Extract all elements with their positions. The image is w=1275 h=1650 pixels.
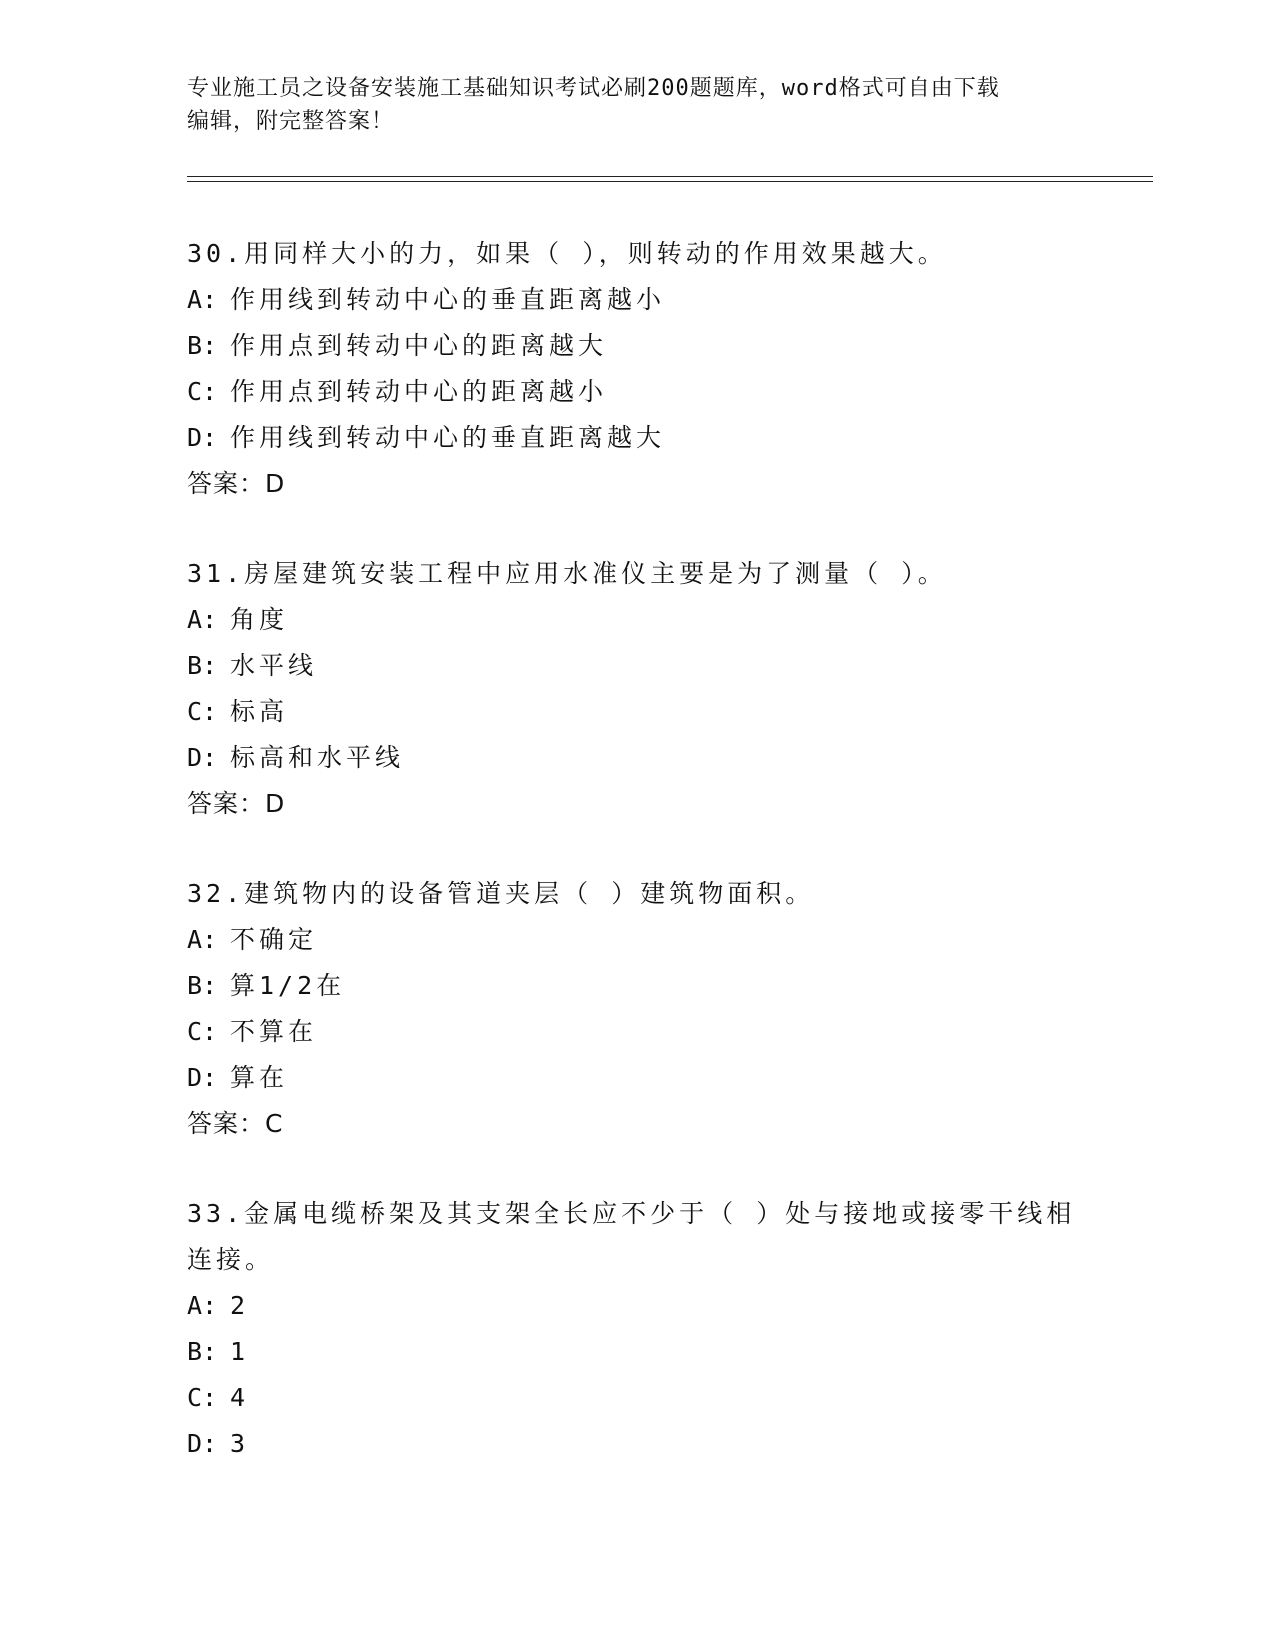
question-stem: 30.用同样大小的力，如果（ ），则转动的作用效果越大。 <box>187 239 947 268</box>
document-header <box>187 72 1087 138</box>
question-33 <box>187 1191 1087 1467</box>
option-text: 作用点到转动中心的距离越小 <box>230 377 608 406</box>
option-key: C: <box>187 1017 218 1046</box>
option-c <box>187 689 1087 735</box>
question-stem: 32.建筑物内的设备管道夹层（ ）建筑物面积。 <box>187 879 815 908</box>
option-text: 标高和水平线 <box>230 743 405 772</box>
option-c <box>187 1009 1087 1055</box>
option-text: 3 <box>230 1429 250 1458</box>
option-b <box>187 643 1087 689</box>
option-text: 4 <box>230 1383 250 1412</box>
option-key: A: <box>187 1291 218 1320</box>
option-text: 算在 <box>230 1063 289 1092</box>
option-a <box>187 277 1087 323</box>
option-key: D: <box>187 1429 218 1458</box>
option-d <box>187 415 1087 461</box>
option-key: A: <box>187 605 218 634</box>
option-text: 标高 <box>230 697 289 726</box>
option-text: 作用线到转动中心的垂直距离越小 <box>230 285 666 314</box>
option-key: C: <box>187 1383 218 1412</box>
option-a <box>187 917 1087 963</box>
option-key: C: <box>187 377 218 406</box>
option-key: A: <box>187 285 218 314</box>
option-text: 不算在 <box>230 1017 318 1046</box>
header-line-1: 专业施工员之设备安装施工基础知识考试必刷200题题库，word格式可自由下载 <box>187 76 1000 101</box>
option-text: 作用点到转动中心的距离越大 <box>230 331 608 360</box>
question-stem: 33.金属电缆桥架及其支架全长应不少于（ ）处与接地或接零干线相连接。 <box>187 1199 1076 1274</box>
option-d <box>187 735 1087 781</box>
option-key: A: <box>187 925 218 954</box>
option-a <box>187 1283 1087 1329</box>
option-b <box>187 963 1087 1009</box>
option-key: B: <box>187 1337 218 1366</box>
option-b <box>187 323 1087 369</box>
option-key: D: <box>187 743 218 772</box>
option-b <box>187 1329 1087 1375</box>
header-rule-top <box>187 176 1153 177</box>
question-30 <box>187 231 1087 507</box>
option-key: B: <box>187 971 218 1000</box>
option-key: C: <box>187 697 218 726</box>
option-text: 水平线 <box>230 651 318 680</box>
option-c <box>187 1375 1087 1421</box>
question-32 <box>187 871 1087 1147</box>
question-31 <box>187 551 1087 827</box>
option-key: B: <box>187 331 218 360</box>
option-key: D: <box>187 1063 218 1092</box>
answer: 答案：D <box>187 789 286 818</box>
option-text: 算1/2在 <box>230 971 346 1000</box>
option-c <box>187 369 1087 415</box>
option-d <box>187 1421 1087 1467</box>
option-key: D: <box>187 423 218 452</box>
option-text: 1 <box>230 1337 250 1366</box>
header-rule-bottom <box>187 181 1153 182</box>
question-stem: 31.房屋建筑安装工程中应用水准仪主要是为了测量（ ）。 <box>187 559 947 588</box>
option-text: 角度 <box>230 605 289 634</box>
option-d <box>187 1055 1087 1101</box>
option-key: B: <box>187 651 218 680</box>
option-text: 2 <box>230 1291 250 1320</box>
answer: 答案：D <box>187 469 286 498</box>
option-a <box>187 597 1087 643</box>
header-line-2: 编辑，附完整答案！ <box>187 109 395 134</box>
answer: 答案：C <box>187 1109 284 1138</box>
option-text: 不确定 <box>230 925 318 954</box>
option-text: 作用线到转动中心的垂直距离越大 <box>230 423 666 452</box>
